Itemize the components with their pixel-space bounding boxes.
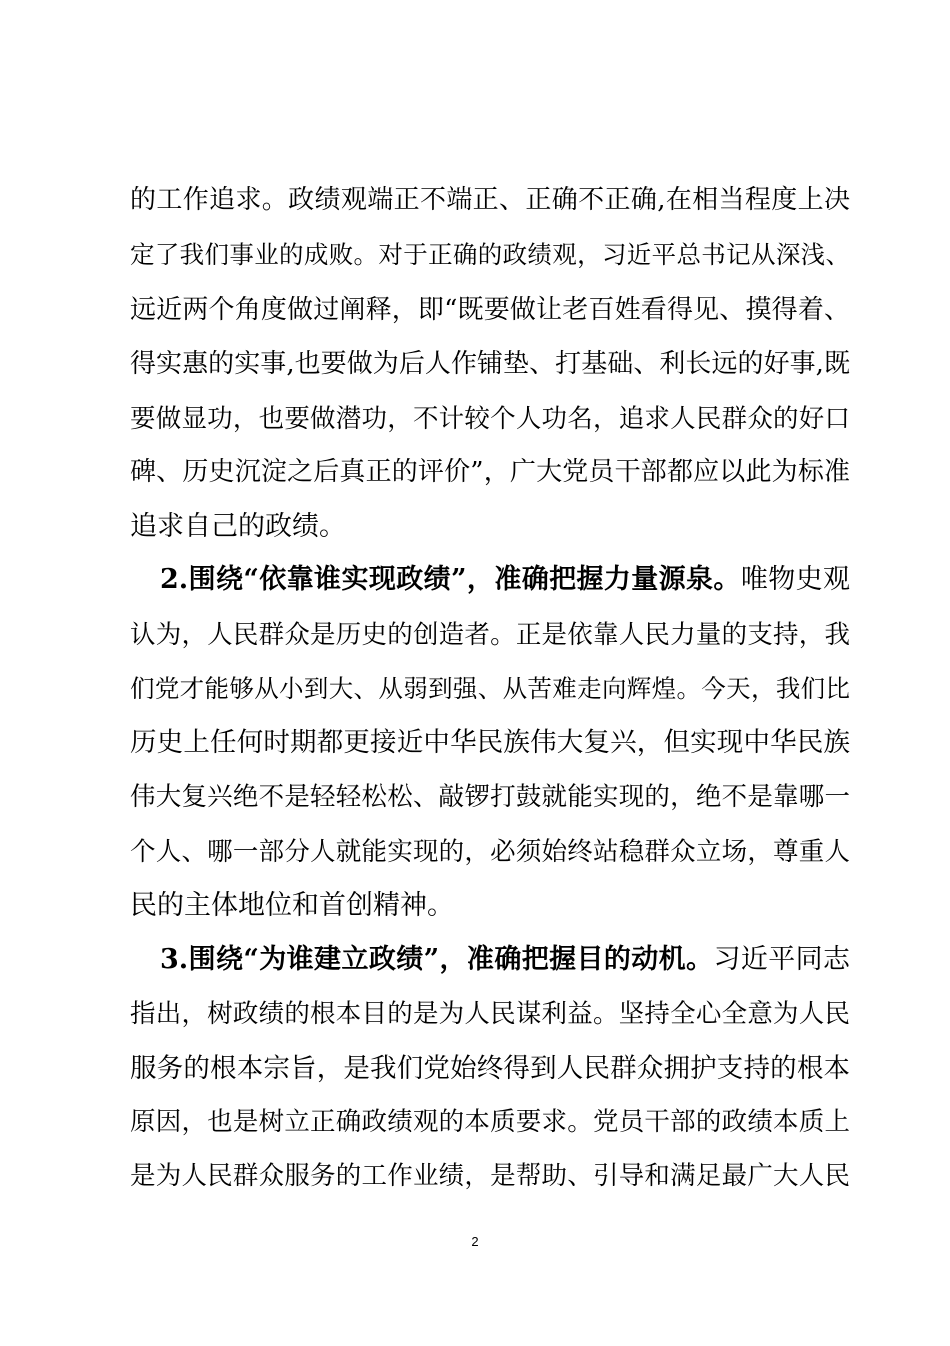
section-heading: 3.围绕“为谁建立政绩”，准确把握目的动机。 (160, 944, 714, 975)
heading-trailing-text: 唯物史观 (740, 564, 850, 595)
text-line: 认为，人民群众是历史的创造者。正是依靠人民力量的支持，我 (130, 620, 850, 650)
text-line: 伟大复兴绝不是轻轻松松、敲锣打鼓就能实现的，绝不是靠哪一 (130, 782, 850, 812)
paragraph-first-line (160, 562, 850, 598)
text-line: 指出，树政绩的根本目的是为人民谋利益。坚持全心全意为人民 (130, 999, 850, 1029)
text-line: 要做显功，也要做潜功，不计较个人功名，追求人民群众的好口 (130, 404, 850, 434)
text-line: 个人、哪一部分人就能实现的，必须始终站稳群众立场，尊重人 (130, 837, 850, 867)
text-line: 们党才能够从小到大、从弱到强、从苦难走向辉煌。今天，我们比 (130, 674, 850, 703)
text-line: 的工作追求。政绩观端正不端正、正确不正确,在相当程度上决 (130, 185, 850, 215)
text-line: 得实惠的实事,也要做为后人作铺垫、打基础、利长远的好事,既 (130, 349, 850, 379)
page-number: 2 (471, 1234, 479, 1249)
paragraph-first-line (160, 942, 850, 978)
text-line: 是为人民群众服务的工作业绩，是帮助、引导和满足最广大人民 (130, 1161, 850, 1191)
text-line: 历史上任何时期都更接近中华民族伟大复兴，但实现中华民族 (130, 727, 850, 758)
text-line: 碑、历史沉淀之后真正的评价”，广大党员干部都应以此为标准 (130, 457, 850, 487)
heading-trailing-text: 习近平同志 (713, 944, 850, 975)
text-line: 民的主体地位和首创精神。 (130, 890, 454, 921)
text-line: 原因，也是树立正确政绩观的本质要求。党员干部的政绩本质上 (130, 1107, 850, 1137)
text-line: 追求自己的政绩。 (130, 511, 346, 542)
text-line: 远近两个角度做过阐释，即“既要做让老百姓看得见、摸得着、 (130, 295, 850, 325)
section-heading: 2.围绕“依靠谁实现政绩”，准确把握力量源泉。 (160, 564, 741, 595)
text-line: 定了我们事业的成败。对于正确的政绩观，习近平总书记从深浅、 (130, 240, 850, 269)
text-line: 服务的根本宗旨，是我们党始终得到人民群众拥护支持的根本 (130, 1053, 850, 1084)
